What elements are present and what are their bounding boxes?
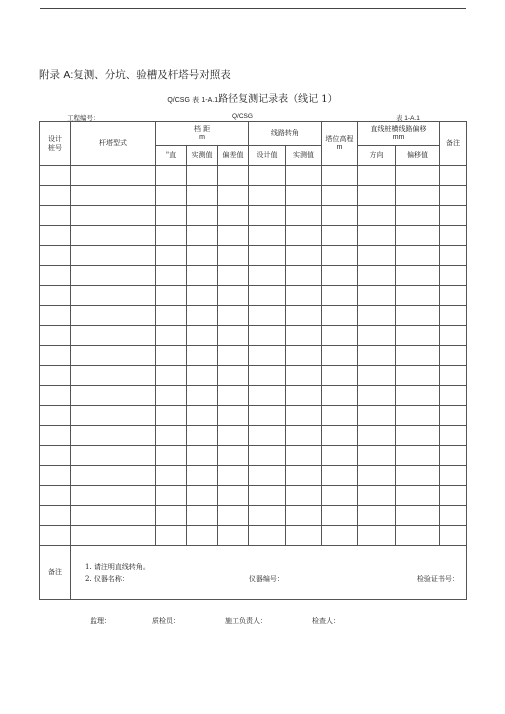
header-row-1 <box>40 122 467 146</box>
table-cell <box>249 226 286 246</box>
table-cell <box>440 246 467 266</box>
table-cell <box>322 426 358 446</box>
table-cell <box>358 386 396 406</box>
table-cell <box>249 246 286 266</box>
table-cell <box>218 246 249 266</box>
table-cell <box>286 366 322 386</box>
table-cell <box>187 306 218 326</box>
table-cell <box>40 466 71 486</box>
table-cell <box>187 526 218 546</box>
table-cell <box>156 526 187 546</box>
table-cell <box>249 406 286 426</box>
table-cell <box>187 206 218 226</box>
table-cell <box>187 446 218 466</box>
table-row <box>40 406 467 426</box>
table-cell <box>358 446 396 466</box>
table-cell <box>396 506 440 526</box>
table-cell <box>218 446 249 466</box>
table-cell <box>322 306 358 326</box>
table-cell <box>396 346 440 366</box>
table-cell <box>396 486 440 506</box>
table-cell <box>440 206 467 226</box>
table-cell <box>40 406 71 426</box>
tower-elev-header: 塔位高程 m <box>322 122 358 166</box>
table-cell <box>156 206 187 226</box>
table-cell <box>156 466 187 486</box>
table-cell <box>40 446 71 466</box>
table-row <box>40 186 467 206</box>
table-body <box>40 166 467 546</box>
table-cell <box>358 266 396 286</box>
table-cell <box>358 206 396 226</box>
table-cell <box>218 466 249 486</box>
table-cell <box>440 526 467 546</box>
table-cell <box>187 326 218 346</box>
form-title-text: 路径复测记录表（线记 1） <box>218 94 338 105</box>
table-cell <box>286 526 322 546</box>
appendix-heading <box>39 67 231 82</box>
table-cell <box>218 226 249 246</box>
table-cell <box>322 526 358 546</box>
table-cell <box>322 506 358 526</box>
form-code: Q/CSG <box>167 97 190 104</box>
table-cell <box>358 486 396 506</box>
table-cell <box>440 286 467 306</box>
table-cell <box>322 466 358 486</box>
table-cell <box>218 346 249 366</box>
table-cell <box>358 526 396 546</box>
table-cell <box>40 226 71 246</box>
table-cell <box>187 186 218 206</box>
table-cell <box>286 326 322 346</box>
supervisor-label: 监理： <box>90 617 111 625</box>
table-cell <box>218 526 249 546</box>
table-cell <box>156 246 187 266</box>
table-cell <box>286 406 322 426</box>
remark-header: 备注 <box>440 122 467 166</box>
table-cell <box>249 286 286 306</box>
table-cell <box>358 326 396 346</box>
notes-cell <box>71 546 467 600</box>
table-cell <box>396 226 440 246</box>
tower-type-header: 杆塔型式 <box>71 122 156 166</box>
table-cell <box>322 266 358 286</box>
table-cell <box>396 366 440 386</box>
table-cell <box>396 166 440 186</box>
table-cell <box>187 466 218 486</box>
table-cell <box>187 406 218 426</box>
table-cell <box>218 386 249 406</box>
table-cell <box>156 366 187 386</box>
table-cell <box>156 326 187 346</box>
table-cell <box>187 426 218 446</box>
table-cell <box>322 166 358 186</box>
form-table-word: 表 <box>189 96 202 104</box>
table-cell <box>187 386 218 406</box>
table-cell <box>71 306 156 326</box>
table-cell <box>187 246 218 266</box>
table-cell <box>187 366 218 386</box>
notes-label: 备注 <box>40 546 71 600</box>
table-cell <box>156 306 187 326</box>
table-cell <box>286 506 322 526</box>
table-cell <box>286 426 322 446</box>
instrument-number-label: 仪器编号： <box>248 574 284 583</box>
table-cell <box>218 406 249 426</box>
table-cell <box>322 386 358 406</box>
table-cell <box>40 326 71 346</box>
table-row <box>40 466 467 486</box>
table-cell <box>218 286 249 306</box>
table-cell <box>187 266 218 286</box>
notes-row <box>40 546 467 600</box>
table-cell <box>249 206 286 226</box>
table-cell <box>286 486 322 506</box>
table-cell <box>396 326 440 346</box>
table-cell <box>286 346 322 366</box>
table-cell <box>156 166 187 186</box>
table-cell <box>440 166 467 186</box>
table-cell <box>187 166 218 186</box>
table-row <box>40 306 467 326</box>
table-cell <box>358 346 396 366</box>
table-cell <box>156 186 187 206</box>
note-line-2 <box>85 573 466 585</box>
table-cell <box>358 166 396 186</box>
table-cell <box>396 186 440 206</box>
table-cell <box>249 266 286 286</box>
table-cell <box>156 386 187 406</box>
table-cell <box>71 166 156 186</box>
table-cell <box>40 526 71 546</box>
table-cell <box>396 266 440 286</box>
table-cell <box>440 186 467 206</box>
span-col1-header: "直 <box>156 146 187 166</box>
table-cell <box>249 426 286 446</box>
heading-rest: 复测、分坑、验槽及杆塔号对照表 <box>73 69 231 81</box>
table-cell <box>396 306 440 326</box>
table-cell <box>40 486 71 506</box>
table-cell <box>358 186 396 206</box>
form-number: 1-A.1 <box>201 97 219 104</box>
table-cell <box>40 166 71 186</box>
table-cell <box>358 226 396 246</box>
table-cell <box>218 326 249 346</box>
table-cell <box>322 326 358 346</box>
table-cell <box>396 286 440 306</box>
construction-lead-label: 施工负责人： <box>225 617 267 625</box>
table-cell <box>322 406 358 426</box>
table-cell <box>440 346 467 366</box>
table-cell <box>218 366 249 386</box>
measured-header: 实测值 <box>187 146 218 166</box>
table-row <box>40 246 467 266</box>
table-cell <box>286 266 322 286</box>
table-cell <box>286 386 322 406</box>
table-cell <box>322 206 358 226</box>
table-cell <box>396 446 440 466</box>
design-pile-header: 设计桩号 <box>40 122 71 166</box>
table-cell <box>187 506 218 526</box>
table-row <box>40 366 467 386</box>
table-cell <box>71 226 156 246</box>
table-row <box>40 426 467 446</box>
table-cell <box>218 206 249 226</box>
table-cell <box>218 486 249 506</box>
direction-header: 方向 <box>358 146 396 166</box>
note-line-1: 1. 请注明直线转角。 <box>85 562 150 571</box>
table-cell <box>218 186 249 206</box>
table-cell <box>396 426 440 446</box>
table-cell <box>322 366 358 386</box>
table-cell <box>249 166 286 186</box>
table-cell <box>40 306 71 326</box>
table-cell <box>286 286 322 306</box>
table-cell <box>358 286 396 306</box>
standard-label: Q/CSG <box>232 113 253 120</box>
table-cell <box>71 186 156 206</box>
table-row <box>40 206 467 226</box>
table-cell <box>322 246 358 266</box>
table-row <box>40 486 467 506</box>
offset-header: 直线桩横线路偏移 mm <box>358 122 440 146</box>
table-cell <box>322 286 358 306</box>
table-cell <box>440 506 467 526</box>
form-title <box>0 90 505 105</box>
table-cell <box>40 346 71 366</box>
table-cell <box>249 186 286 206</box>
table-cell <box>71 446 156 466</box>
table-cell <box>440 466 467 486</box>
table-cell <box>358 466 396 486</box>
table-cell <box>71 426 156 446</box>
table-row <box>40 326 467 346</box>
table-cell <box>71 206 156 226</box>
table-cell <box>187 226 218 246</box>
table-cell <box>249 346 286 366</box>
table-cell <box>249 306 286 326</box>
table-cell <box>322 486 358 506</box>
header-rule <box>40 8 466 9</box>
table-cell <box>286 306 322 326</box>
table-cell <box>40 206 71 226</box>
span-header: 档 距 m <box>156 122 249 146</box>
table-row <box>40 166 467 186</box>
table-cell <box>440 486 467 506</box>
instrument-name-label: 2. 仪器名称： <box>85 574 129 583</box>
heading-latin: A: <box>63 69 74 81</box>
design-value-header: 设计值 <box>249 146 286 166</box>
table-row <box>40 266 467 286</box>
certificate-number-label: 检验证书号： <box>416 574 459 583</box>
table-cell <box>396 466 440 486</box>
table-cell <box>218 426 249 446</box>
table-row <box>40 446 467 466</box>
table-cell <box>40 286 71 306</box>
table-cell <box>358 506 396 526</box>
offset-value-header: 偏移值 <box>396 146 440 166</box>
deviation-header: 偏差值 <box>218 146 249 166</box>
table-cell <box>156 346 187 366</box>
table-cell <box>286 226 322 246</box>
measured2-header: 实测值 <box>286 146 322 166</box>
table-cell <box>156 286 187 306</box>
table-cell <box>358 406 396 426</box>
table-cell <box>71 466 156 486</box>
table-cell <box>40 186 71 206</box>
table-cell <box>396 526 440 546</box>
table-cell <box>396 386 440 406</box>
table-cell <box>40 386 71 406</box>
table-cell <box>440 386 467 406</box>
table-cell <box>40 506 71 526</box>
table-cell <box>71 286 156 306</box>
table-cell <box>440 306 467 326</box>
table-cell <box>71 386 156 406</box>
table-cell <box>249 326 286 346</box>
table-cell <box>440 366 467 386</box>
table-cell <box>156 506 187 526</box>
table-cell <box>71 506 156 526</box>
table-cell <box>249 486 286 506</box>
table-cell <box>322 346 358 366</box>
line-angle-header: 线路转角 <box>249 122 322 146</box>
table-cell <box>218 306 249 326</box>
table-cell <box>156 226 187 246</box>
table-row <box>40 226 467 246</box>
table-cell <box>440 446 467 466</box>
table-row <box>40 506 467 526</box>
table-cell <box>71 326 156 346</box>
table-cell <box>322 446 358 466</box>
table-cell <box>40 426 71 446</box>
table-cell <box>71 486 156 506</box>
inspector-label: 检查人： <box>312 617 340 625</box>
table-cell <box>249 386 286 406</box>
table-cell <box>71 346 156 366</box>
table-cell <box>249 466 286 486</box>
table-cell <box>249 526 286 546</box>
table-cell <box>71 406 156 426</box>
table-cell <box>286 186 322 206</box>
table-cell <box>187 346 218 366</box>
table-cell <box>187 486 218 506</box>
table-cell <box>40 366 71 386</box>
table-cell <box>440 326 467 346</box>
table-cell <box>358 306 396 326</box>
table-cell <box>71 266 156 286</box>
table-cell <box>156 426 187 446</box>
table-cell <box>396 246 440 266</box>
table-cell <box>156 266 187 286</box>
table-cell <box>218 166 249 186</box>
table-number-label: 表 1-A.1 <box>396 115 420 122</box>
table-cell <box>358 426 396 446</box>
table-cell <box>440 226 467 246</box>
table-cell <box>71 246 156 266</box>
table-cell <box>249 506 286 526</box>
table-cell <box>396 206 440 226</box>
table-cell <box>156 406 187 426</box>
table-cell <box>218 506 249 526</box>
table-cell <box>286 246 322 266</box>
table-cell <box>286 466 322 486</box>
table-cell <box>40 266 71 286</box>
table-cell <box>40 246 71 266</box>
table-cell <box>71 366 156 386</box>
table-cell <box>249 446 286 466</box>
table-cell <box>71 526 156 546</box>
table-cell <box>440 406 467 426</box>
table-cell <box>286 206 322 226</box>
table-cell <box>286 446 322 466</box>
table-cell <box>358 246 396 266</box>
table-cell <box>440 266 467 286</box>
table-cell <box>156 486 187 506</box>
table-row <box>40 346 467 366</box>
table-cell <box>218 266 249 286</box>
table-cell <box>358 366 396 386</box>
table-cell <box>322 186 358 206</box>
table-row <box>40 386 467 406</box>
table-cell <box>440 426 467 446</box>
table-row <box>40 286 467 306</box>
table-cell <box>187 286 218 306</box>
record-table <box>39 121 467 600</box>
heading-prefix: 附录 <box>39 69 64 81</box>
table-cell <box>396 406 440 426</box>
table-cell <box>286 166 322 186</box>
table-cell <box>156 446 187 466</box>
table-row <box>40 526 467 546</box>
table-cell <box>249 366 286 386</box>
quality-inspector-label: 质检员： <box>152 617 180 625</box>
table-cell <box>322 226 358 246</box>
project-label: 工程编号： <box>67 114 100 122</box>
